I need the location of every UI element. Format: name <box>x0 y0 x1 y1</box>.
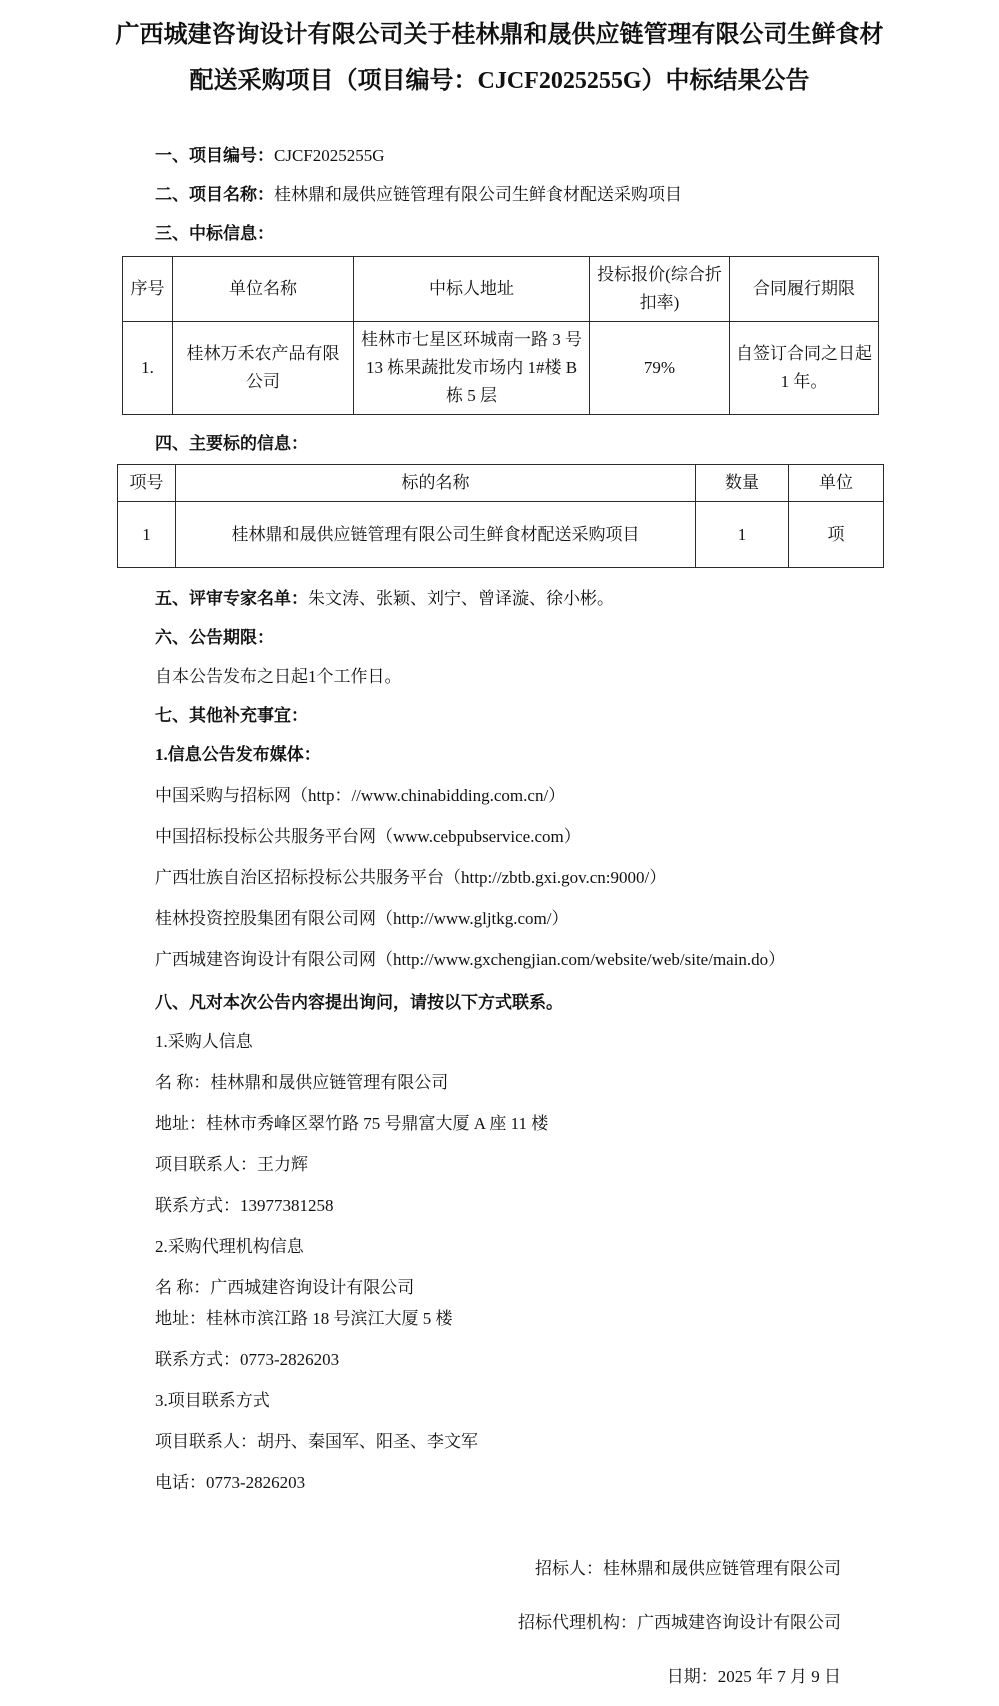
section-project-name <box>155 183 909 207</box>
agency-phone: 联系方式：0773-2826203 <box>155 1350 340 1369</box>
award-header-company: 单位名称 <box>173 257 354 322</box>
award-header-term: 合同履行期限 <box>730 257 879 322</box>
media-item-gxchengjian: 广西城建咨询设计有限公司网（http://www.gxchengjian.com/website/web/site/main.do） <box>155 950 786 969</box>
notice-period-value: 自本公告发布之日起1个工作日。 <box>155 667 402 686</box>
award-table-header-row <box>123 257 879 322</box>
subject-table-row <box>118 502 884 568</box>
award-header-address: 中标人地址 <box>354 257 590 322</box>
buyer-address: 地址：桂林市秀峰区翠竹路 75 号鼎富大厦 A 座 11 楼 <box>155 1114 549 1133</box>
project-name-label: 二、项目名称： <box>155 185 274 204</box>
award-cell-no: 1. <box>123 322 173 415</box>
buyer-name: 名 称：桂林鼎和晟供应链管理有限公司 <box>155 1073 449 1092</box>
document-title-line2: 配送采购项目（项目编号：CJCF2025255G）中标结果公告 <box>189 68 810 94</box>
subject-cell-name: 桂林鼎和晟供应链管理有限公司生鲜食材配送采购项目 <box>176 502 696 568</box>
subject-header-qty: 数量 <box>696 465 789 502</box>
award-cell-company: 桂林万禾农产品有限公司 <box>173 322 354 415</box>
section-award-info-heading: 三、中标信息： <box>155 224 274 243</box>
media-item-chinabidding: 中国采购与招标网（http：//www.chinabidding.com.cn/） <box>155 786 566 805</box>
project-number-value: CJCF2025255G <box>274 146 385 165</box>
subject-cell-unit: 项 <box>789 502 884 568</box>
buyer-contact-person: 项目联系人：王力辉 <box>155 1155 308 1174</box>
award-cell-term: 自签订合同之日起 1 年。 <box>730 322 879 415</box>
media-list-heading: 1.信息公告发布媒体： <box>155 745 321 764</box>
section-notice-period-heading: 六、公告期限： <box>155 628 274 647</box>
award-table <box>122 256 879 415</box>
media-item-gljtkg: 桂林投资控股集团有限公司网（http://www.gljtkg.com/） <box>155 909 569 928</box>
document-title <box>90 0 909 104</box>
subject-cell-qty: 1 <box>696 502 789 568</box>
media-item-gxi-zbtb: 广西壮族自治区招标投标公共服务平台（http://zbtb.gxi.gov.cn:9000/） <box>155 868 667 887</box>
buyer-heading: 1.采购人信息 <box>155 1032 253 1051</box>
media-item-cebpubservice: 中国招标投标公共服务平台网（www.cebpubservice.com） <box>155 827 581 846</box>
subject-header-no: 项号 <box>118 465 176 502</box>
award-table-row <box>123 322 879 415</box>
project-contact-heading: 3.项目联系方式 <box>155 1391 270 1410</box>
section-experts <box>155 587 909 611</box>
project-contact-persons: 项目联系人：胡丹、秦国军、阳圣、李文军 <box>155 1432 478 1451</box>
subject-table-header-row <box>118 465 884 502</box>
signature-date: 日期：2025 年 7 月 9 日 <box>666 1667 841 1686</box>
award-header-price: 投标报价(综合折扣率) <box>590 257 730 322</box>
section-subject-info-heading: 四、主要标的信息： <box>155 434 308 453</box>
agency-address: 地址：桂林市滨江路 18 号滨江大厦 5 楼 <box>155 1309 453 1328</box>
experts-value: 朱文涛、张颖、刘宁、曾译漩、徐小彬。 <box>308 589 614 608</box>
project-contact-phone: 电话：0773-2826203 <box>155 1473 306 1492</box>
subject-table <box>117 464 884 568</box>
agency-heading: 2.采购代理机构信息 <box>155 1237 304 1256</box>
signature-agency: 招标代理机构：广西城建咨询设计有限公司 <box>518 1613 841 1632</box>
signature-block <box>0 1557 999 1689</box>
subject-header-unit: 单位 <box>789 465 884 502</box>
subject-cell-no: 1 <box>118 502 176 568</box>
project-number-label: 一、项目编号： <box>155 146 274 165</box>
signature-tenderer: 招标人：桂林鼎和晟供应链管理有限公司 <box>535 1559 841 1578</box>
buyer-phone: 联系方式：13977381258 <box>155 1196 334 1215</box>
section-other-heading: 七、其他补充事宜： <box>155 706 308 725</box>
agency-name: 名 称：广西城建咨询设计有限公司 <box>155 1278 415 1297</box>
section-project-number <box>155 144 909 168</box>
award-cell-price: 79% <box>590 322 730 415</box>
document-title-line1: 广西城建咨询设计有限公司关于桂林鼎和晟供应链管理有限公司生鲜食材 <box>115 22 884 48</box>
experts-label: 五、评审专家名单： <box>155 589 308 608</box>
award-cell-address: 桂林市七星区环城南一路 3 号 13 栋果蔬批发市场内 1#楼 B 栋 5 层 <box>354 322 590 415</box>
subject-header-name: 标的名称 <box>176 465 696 502</box>
section-contact-heading: 八、凡对本次公告内容提出询问，请按以下方式联系。 <box>155 993 563 1012</box>
award-header-no: 序号 <box>123 257 173 322</box>
project-name-value: 桂林鼎和晟供应链管理有限公司生鲜食材配送采购项目 <box>274 185 682 204</box>
